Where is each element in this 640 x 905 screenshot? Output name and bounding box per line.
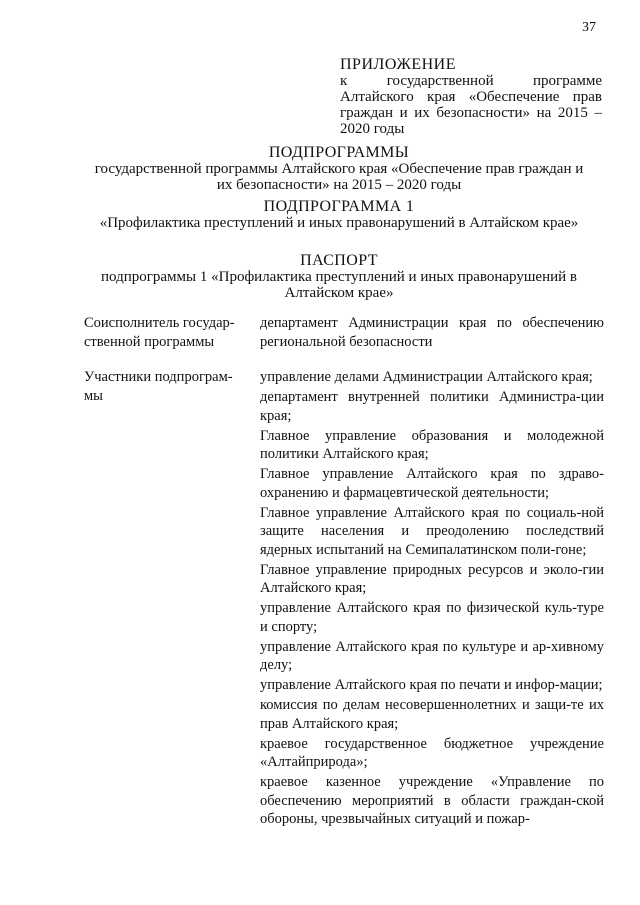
row-value [260, 368, 604, 830]
participant-item: Главное управление природных ресурсов и эколо-гии Алтайского края; [260, 561, 604, 596]
page-number: 37 [582, 20, 596, 35]
participant-item: Главное управление образования и молодежной политики Алтайского края; [260, 427, 604, 462]
participant-item: комиссия по делам несовершеннолетних и защи-те их прав Алтайского края; [260, 697, 604, 732]
subprograms-subtitle-line2: их безопасности» на 2015 – 2020 годы [216, 177, 462, 193]
participant-item: департамент внутренней политики Администра-ции края; [260, 389, 604, 424]
appendix-block [340, 56, 602, 137]
participant-item: управление Алтайского края по печати и инфор-мации; [260, 677, 603, 693]
row-label: Соисполнитель государ-ственной программы [84, 315, 235, 350]
subprograms-title: ПОДПРОГРАММЫ [268, 144, 410, 161]
participant-item: Главное управление Алтайского края по здраво-охранению и фармацевтической деятельности; [260, 466, 604, 501]
subprograms-heading [70, 144, 608, 193]
passport-title: ПАСПОРТ [300, 252, 378, 269]
row-value [260, 314, 604, 353]
subprogram1-title: ПОДПРОГРАММА 1 [263, 198, 415, 215]
subprogram1-heading [70, 198, 608, 231]
participant-item: управление Алтайского края по культуре и ар-хивному делу; [260, 638, 604, 673]
participant-item: управление Алтайского края по физической куль-туре и спорту; [260, 600, 604, 635]
subprograms-subtitle-line1: государственной программы Алтайского края «Обеспечение прав граждан и [94, 161, 584, 177]
row-value-item: департамент Администрации края по обеспечению региональной безопасности [260, 315, 604, 350]
subprogram1-name: «Профилактика преступлений и иных правонарушений в Алтайском крае» [99, 215, 579, 231]
participant-item: управление делами Администрации Алтайского края; [260, 369, 593, 385]
passport-subtitle-line2: Алтайском крае» [284, 285, 394, 301]
appendix-text: к государственной программе Алтайского края «Обеспечение прав граждан и их безопасности» на 2015 – 2020 годы [340, 73, 602, 137]
participant-item: Главное управление Алтайского края по социаль-ной защите населения и преодолению последствий ядерных испытаний на Семипалатинском поли-гоне; [260, 504, 604, 558]
row-label: Участники подпрограм-мы [84, 369, 233, 404]
participant-item: краевое государственное бюджетное учреждение «Алтайприрода»; [260, 735, 604, 770]
participant-item: краевое казенное учреждение «Управление по обеспечению мероприятий в области граждан-ской обороны, чрезвычайных ситуаций и пожар- [260, 774, 604, 827]
appendix-title: ПРИЛОЖЕНИЕ [340, 56, 457, 73]
passport-subtitle-line1: подпрограммы 1 «Профилактика преступлений и иных правонарушений в [100, 269, 577, 285]
passport-heading [70, 252, 608, 301]
